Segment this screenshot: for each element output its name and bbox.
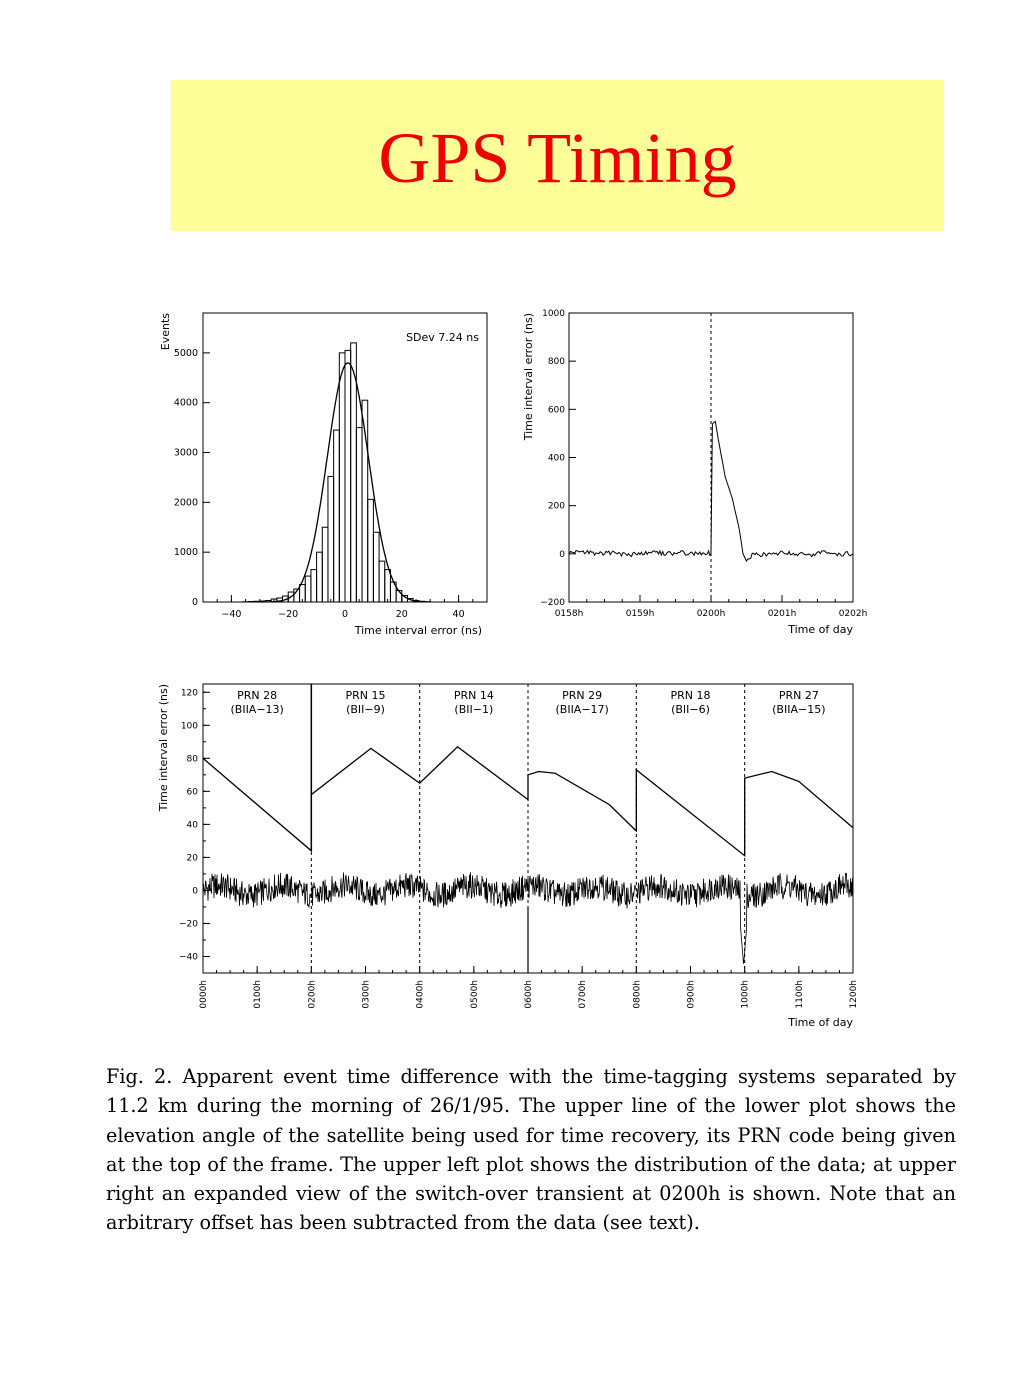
- slide-title: GPS Timing: [378, 118, 737, 198]
- daily-x-tick-label: 0700h: [578, 980, 589, 1009]
- daily-x-tick-label: 0900h: [686, 980, 697, 1009]
- histogram-x-tick-label: 20: [395, 609, 408, 620]
- transient-x-tick-label: 0201h: [767, 609, 797, 619]
- daily-y-tick-label: −20: [179, 919, 198, 930]
- histogram-bar: [373, 532, 379, 602]
- daily-x-tick-label: 1100h: [794, 980, 805, 1009]
- figure-caption: Fig. 2. Apparent event time difference with the time-tagging systems separated by 11.2 km during the morning of 26/1/95. The upper line of the lower plot shows the elevation angle of the satellite being used for time recovery, its PRN code being given at the top of the frame. The upper left plot shows the distribution of the data; at upper right an expanded view of the switch-over transient at 0200h is shown. Note that an arbitrary offset has been subtracted from the data (see text).: [106, 1065, 956, 1235]
- histogram-y-tick-label: 2000: [173, 497, 198, 509]
- daily-x-tick-label: 1000h: [740, 980, 751, 1009]
- transient-y-tick-label: −200: [540, 598, 565, 608]
- transient-y-axis-label: Time interval error (ns): [522, 313, 535, 441]
- histogram-bar: [328, 476, 334, 602]
- daily-satellite-prn: PRN 15: [345, 689, 386, 702]
- daily-y-tick-label: 80: [186, 754, 198, 765]
- histogram-y-tick-label: 4000: [173, 397, 198, 409]
- transient-y-tick-label: 1000: [542, 309, 565, 319]
- histogram-bar: [379, 561, 385, 602]
- histogram-x-tick-label: 40: [452, 609, 465, 620]
- daily-y-tick-label: 40: [186, 820, 198, 831]
- daily-x-tick-label: 0600h: [524, 980, 534, 1009]
- histogram-bar: [322, 527, 328, 602]
- daily-satellite-block: (BIIA−17): [555, 703, 609, 716]
- transient-y-tick-label: 200: [547, 501, 565, 512]
- daily-satellite-prn: PRN 29: [562, 689, 603, 702]
- daily-satellite-prn: PRN 18: [670, 689, 711, 702]
- histogram-bar: [396, 591, 402, 602]
- histogram-y-tick-label: 5000: [173, 347, 198, 359]
- histogram-bar: [339, 353, 345, 602]
- daily-y-tick-label: 100: [180, 721, 198, 732]
- daily-satellite-block: (BII−9): [346, 703, 385, 716]
- histogram-bar: [368, 499, 374, 602]
- histogram-bar: [356, 428, 362, 602]
- daily-y-axis-label: Time interval error (ns): [157, 684, 170, 812]
- histogram-bar: [345, 350, 351, 602]
- histogram-bar: [305, 576, 311, 602]
- daily-x-tick-label: 0400h: [415, 980, 426, 1009]
- histogram-x-tick-label: 0: [341, 609, 349, 620]
- transient-x-tick-label: 0200h: [696, 609, 726, 619]
- histogram-bar: [334, 430, 340, 602]
- daily-x-tick-label: 0800h: [632, 980, 643, 1009]
- daily-y-tick-label: 0: [192, 886, 198, 897]
- daily-x-tick-label: 0100h: [253, 980, 264, 1009]
- daily-x-axis-label: Time of day: [788, 1016, 853, 1029]
- histogram-y-axis-label: Events: [159, 313, 172, 351]
- daily-x-tick-label: 0300h: [361, 980, 372, 1009]
- transient-y-tick-label: 800: [547, 357, 565, 368]
- daily-satellite-block: (BIIA−13): [230, 703, 284, 716]
- transient-y-tick-label: 400: [547, 453, 565, 464]
- histogram-x-axis-label: Time interval error (ns): [354, 624, 482, 637]
- daily-satellite-block: (BIIA−15): [772, 703, 826, 716]
- daily-x-tick-label: 0200h: [307, 980, 318, 1009]
- histogram-bar: [311, 570, 317, 602]
- daily-satellite-prn: PRN 27: [778, 689, 819, 702]
- transient-x-tick-label: 0159h: [625, 609, 655, 619]
- daily-satellite-block: (BII−1): [454, 703, 494, 716]
- histogram-x-tick-label: −20: [278, 609, 299, 620]
- histogram-annotation: SDev 7.24 ns: [406, 331, 479, 344]
- daily-x-tick-label: 1200h: [849, 980, 859, 1009]
- daily-y-tick-label: 60: [186, 787, 198, 798]
- histogram-bar: [385, 570, 391, 602]
- transient-x-tick-label: 0158h: [554, 609, 584, 619]
- transient-x-tick-label: 0202h: [838, 609, 868, 619]
- histogram-y-tick-label: 0: [191, 597, 198, 608]
- daily-y-tick-label: 120: [180, 688, 198, 699]
- daily-y-tick-label: 20: [186, 853, 198, 864]
- histogram-bar: [317, 552, 323, 602]
- histogram-x-tick-label: −40: [221, 609, 242, 620]
- daily-x-tick-label: 0000h: [199, 980, 209, 1009]
- histogram-bar: [254, 601, 260, 602]
- histogram-bar: [351, 343, 357, 602]
- daily-satellite-prn: PRN 14: [453, 689, 494, 702]
- daily-x-tick-label: 0500h: [469, 980, 480, 1009]
- daily-satellite-block: (BII−6): [671, 703, 710, 716]
- transient-y-tick-label: 600: [547, 405, 565, 416]
- daily-satellite-prn: PRN 28: [237, 689, 278, 702]
- transient-x-axis-label: Time of day: [788, 623, 853, 636]
- histogram-y-tick-label: 3000: [173, 447, 198, 459]
- transient-y-tick-label: 0: [559, 549, 565, 560]
- daily-y-tick-label: −40: [179, 952, 198, 963]
- histogram-y-tick-label: 1000: [173, 547, 198, 559]
